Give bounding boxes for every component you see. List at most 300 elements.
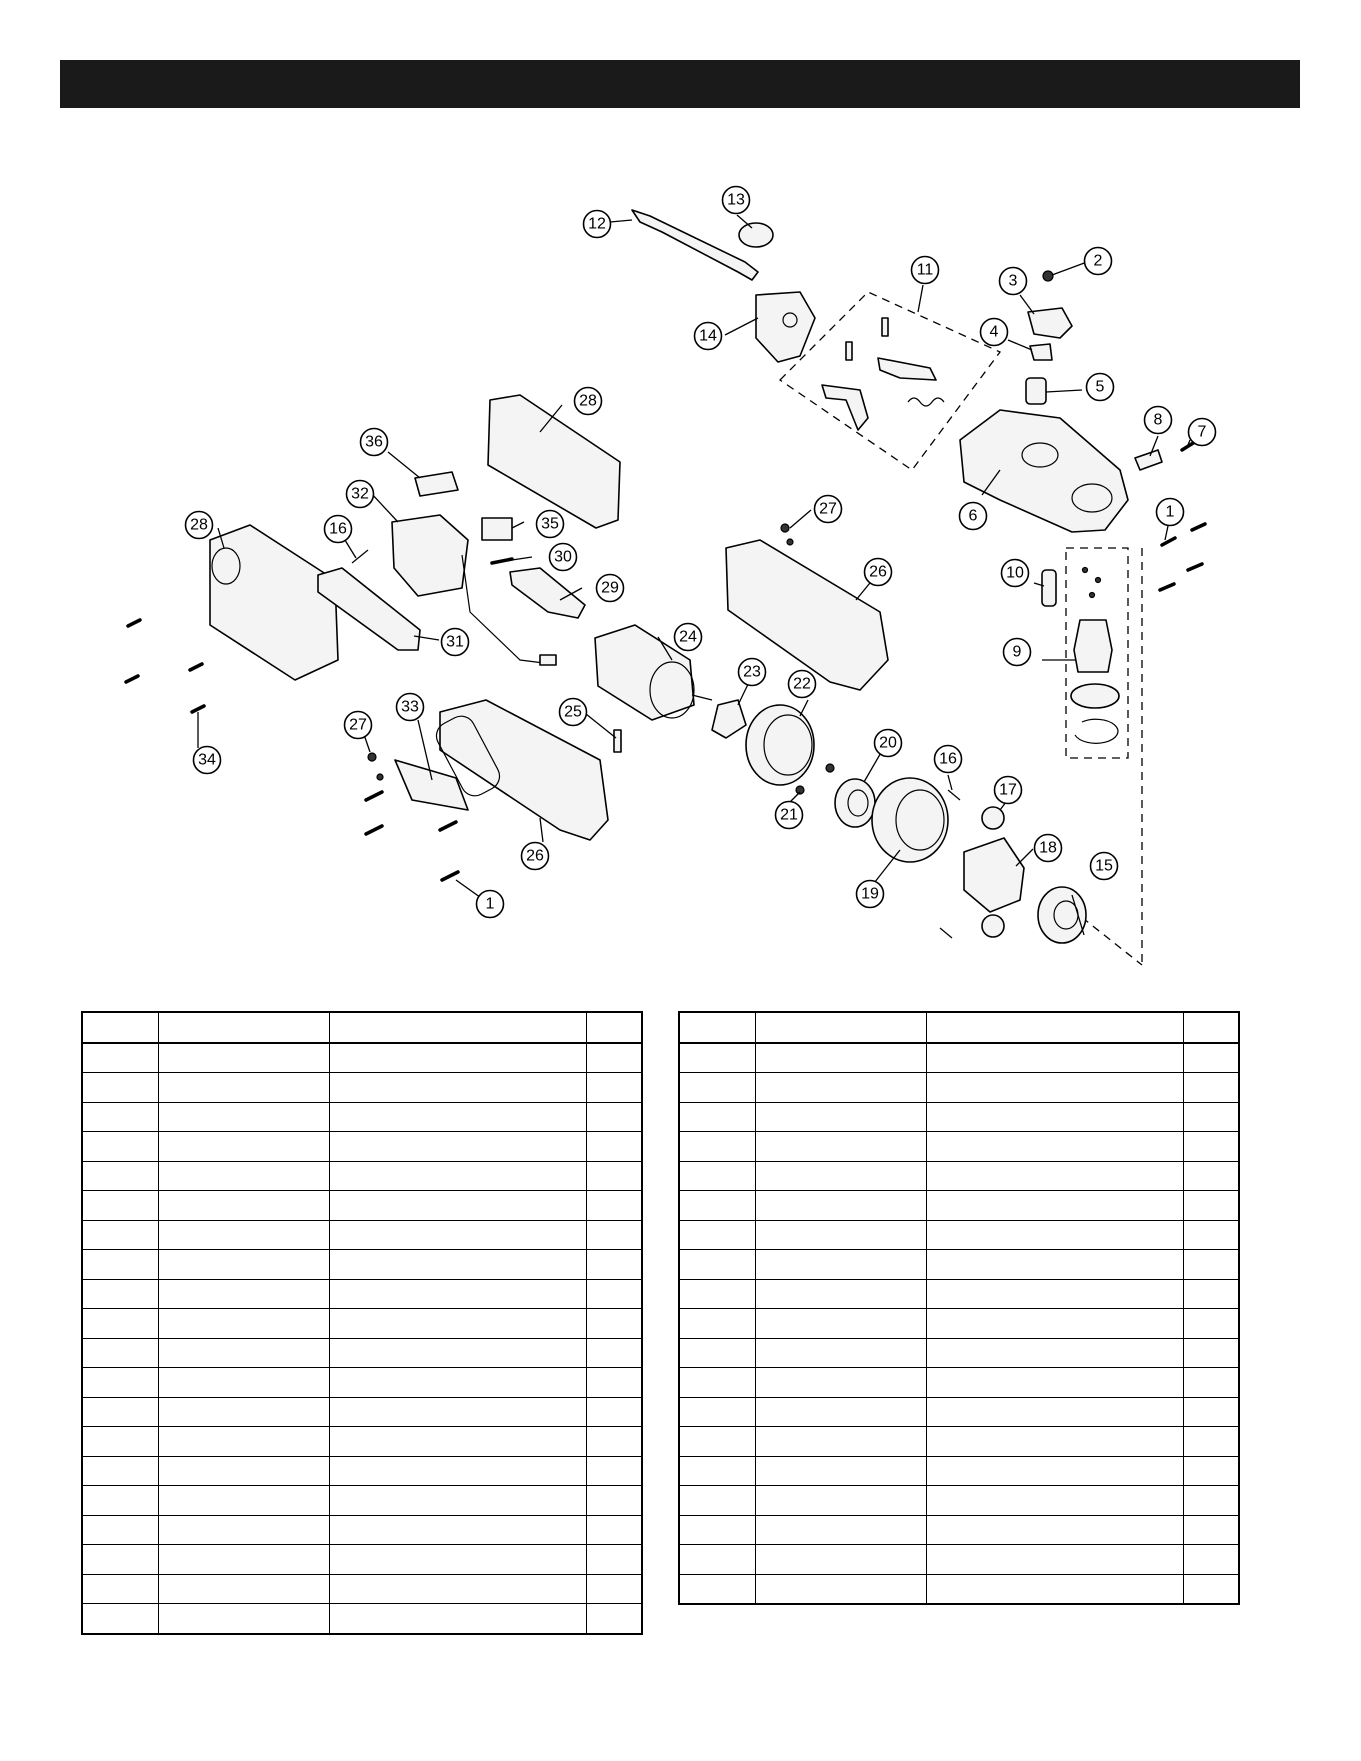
cell-part-no [755, 1279, 926, 1309]
svg-text:35: 35 [541, 515, 559, 533]
table-row [679, 1397, 1239, 1427]
cell-part-no [755, 1043, 926, 1073]
callout-30 [550, 544, 577, 571]
svg-text:8: 8 [1153, 411, 1163, 429]
cell-number [679, 1574, 755, 1604]
cell-quantity [586, 1397, 642, 1427]
callout-35 [537, 511, 564, 538]
table-row [82, 1309, 642, 1339]
cell-quantity [586, 1102, 642, 1132]
callout-22 [789, 671, 816, 698]
cell-part-no [158, 1545, 329, 1575]
cell-quantity [1183, 1279, 1239, 1309]
callout-28-upper [575, 388, 602, 415]
cell-number [679, 1161, 755, 1191]
cell-quantity [586, 1073, 642, 1103]
part-9-washer [1071, 684, 1119, 708]
cell-part-no [158, 1250, 329, 1280]
cell-number [679, 1397, 755, 1427]
cell-part-no [755, 1515, 926, 1545]
table-header-row [82, 1012, 642, 1043]
cell-number [679, 1515, 755, 1545]
part-3-cover [1028, 308, 1072, 338]
cell-number [82, 1574, 158, 1604]
cell-description [926, 1574, 1183, 1604]
cell-description [329, 1132, 586, 1162]
svg-text:25: 25 [564, 703, 582, 721]
part-11-pin-a [846, 342, 852, 360]
cell-description [926, 1515, 1183, 1545]
cell-description [926, 1338, 1183, 1368]
cell-number [679, 1309, 755, 1339]
part-36-label [415, 472, 458, 496]
cell-part-no [755, 1427, 926, 1457]
table-row [82, 1073, 642, 1103]
cell-number [679, 1132, 755, 1162]
svg-text:1: 1 [1165, 503, 1175, 521]
part-25-brush [614, 730, 621, 752]
cell-part-no [755, 1456, 926, 1486]
part-32-switch [392, 515, 468, 596]
table-row [679, 1368, 1239, 1398]
table-row [679, 1427, 1239, 1457]
svg-text:16: 16 [329, 520, 347, 538]
cell-part-no [755, 1397, 926, 1427]
svg-text:3: 3 [1008, 272, 1018, 290]
cell-quantity [586, 1250, 642, 1280]
cell-number [679, 1191, 755, 1221]
table-row [679, 1220, 1239, 1250]
cell-part-no [158, 1456, 329, 1486]
cell-part-no [755, 1309, 926, 1339]
svg-text:27: 27 [819, 500, 837, 518]
cell-description [926, 1486, 1183, 1516]
cell-quantity [586, 1574, 642, 1604]
cell-part-no [158, 1161, 329, 1191]
cell-quantity [586, 1456, 642, 1486]
cell-quantity [586, 1427, 642, 1457]
svg-text:20: 20 [879, 734, 897, 752]
cell-quantity [1183, 1161, 1239, 1191]
part-30-screw [492, 559, 512, 563]
cell-part-no [755, 1338, 926, 1368]
cell-part-no [158, 1309, 329, 1339]
callout-3 [1000, 268, 1027, 295]
cell-part-no [158, 1604, 329, 1634]
cell-quantity [1183, 1191, 1239, 1221]
callout-34 [194, 747, 221, 774]
table-row [679, 1515, 1239, 1545]
cell-description [926, 1368, 1183, 1398]
cell-description [329, 1545, 586, 1575]
part-8-clip [1135, 450, 1162, 470]
cell-description [926, 1043, 1183, 1073]
svg-text:13: 13 [727, 191, 745, 209]
callout-25 [560, 699, 587, 726]
svg-text:36: 36 [365, 433, 383, 451]
cell-quantity [586, 1309, 642, 1339]
part-10-pin [1042, 570, 1056, 606]
cell-part-no [755, 1073, 926, 1103]
svg-text:5: 5 [1095, 378, 1105, 396]
cell-quantity [586, 1545, 642, 1575]
part-9-anvil [1074, 620, 1112, 672]
part-18-carrier [964, 838, 1024, 912]
svg-text:27: 27 [349, 716, 367, 734]
cell-description [329, 1309, 586, 1339]
table-row [679, 1456, 1239, 1486]
part-12-lever [632, 210, 758, 280]
part-2-screw [1043, 271, 1053, 281]
svg-text:23: 23 [743, 663, 761, 681]
cell-part-no [158, 1191, 329, 1221]
cell-description [329, 1102, 586, 1132]
cell-description [329, 1338, 586, 1368]
cell-part-no [158, 1043, 329, 1073]
part-11-pawl-b [878, 358, 936, 380]
cell-quantity [1183, 1250, 1239, 1280]
table-row [82, 1161, 642, 1191]
col-header-description [329, 1012, 586, 1043]
table-row [82, 1545, 642, 1575]
table-row [679, 1132, 1239, 1162]
cell-description [329, 1220, 586, 1250]
cell-number [82, 1132, 158, 1162]
part-27-screw-lower [368, 753, 376, 761]
callout-26-lower [522, 843, 549, 870]
callout-16-left [325, 516, 352, 543]
cell-number [82, 1073, 158, 1103]
callout-21 [776, 802, 803, 829]
cell-number [82, 1456, 158, 1486]
part-5-drive [1026, 378, 1046, 404]
cell-part-no [158, 1338, 329, 1368]
cell-quantity [1183, 1397, 1239, 1427]
table-row [679, 1338, 1239, 1368]
svg-text:32: 32 [351, 485, 369, 503]
callout-36 [361, 429, 388, 456]
cell-quantity [586, 1515, 642, 1545]
callout-31 [442, 629, 469, 656]
cell-number [679, 1102, 755, 1132]
cell-number [679, 1279, 755, 1309]
cell-quantity [1183, 1368, 1239, 1398]
cell-part-no [755, 1545, 926, 1575]
svg-text:16: 16 [939, 750, 957, 768]
cell-quantity [586, 1191, 642, 1221]
cell-quantity [1183, 1309, 1239, 1339]
table-row [82, 1574, 642, 1604]
part-9-ring [1075, 719, 1118, 743]
cell-part-no [755, 1161, 926, 1191]
callout-32 [347, 481, 374, 508]
cell-number [679, 1250, 755, 1280]
cell-description [926, 1309, 1183, 1339]
svg-text:9: 9 [1012, 643, 1022, 661]
svg-text:26: 26 [526, 847, 544, 865]
table-row [82, 1486, 642, 1516]
table-row [679, 1545, 1239, 1575]
table-row [82, 1250, 642, 1280]
cell-description [329, 1279, 586, 1309]
cell-description [329, 1191, 586, 1221]
table-row [82, 1220, 642, 1250]
cell-description [926, 1250, 1183, 1280]
cell-part-no [755, 1102, 926, 1132]
cell-part-no [158, 1368, 329, 1398]
svg-text:33: 33 [401, 698, 419, 716]
cell-number [82, 1191, 158, 1221]
callout-1-right [1157, 499, 1184, 526]
part-20-bearing [835, 779, 875, 827]
svg-text:15: 15 [1095, 857, 1113, 875]
cell-quantity [1183, 1456, 1239, 1486]
cell-number [82, 1368, 158, 1398]
cell-part-no [158, 1132, 329, 1162]
part-15-bearing [1038, 887, 1086, 943]
col-header-description [926, 1012, 1183, 1043]
cell-quantity [1183, 1102, 1239, 1132]
table-row [679, 1250, 1239, 1280]
callout-33 [397, 694, 424, 721]
cell-number [82, 1102, 158, 1132]
col-header-quantity [586, 1012, 642, 1043]
cell-number [82, 1545, 158, 1575]
cell-number [679, 1220, 755, 1250]
callout-12 [584, 211, 611, 238]
cell-description [926, 1456, 1183, 1486]
cell-quantity [586, 1132, 642, 1162]
cell-part-no [158, 1220, 329, 1250]
cell-description [329, 1427, 586, 1457]
svg-text:29: 29 [601, 579, 619, 597]
callout-27-lower [345, 712, 372, 739]
cell-number [82, 1397, 158, 1427]
svg-text:22: 22 [793, 675, 811, 693]
table-row [82, 1102, 642, 1132]
svg-text:2: 2 [1093, 252, 1103, 270]
cell-description [926, 1427, 1183, 1457]
cell-part-no [158, 1102, 329, 1132]
part-1-screw-c [1188, 564, 1202, 570]
col-header-part-no [755, 1012, 926, 1043]
cell-description [329, 1574, 586, 1604]
cell-quantity [586, 1043, 642, 1073]
cell-quantity [1183, 1486, 1239, 1516]
cell-quantity [586, 1486, 642, 1516]
cell-part-no [755, 1250, 926, 1280]
col-header-number [679, 1012, 755, 1043]
cell-number [679, 1073, 755, 1103]
table-row [679, 1043, 1239, 1073]
part-19-threaded-collar [872, 778, 948, 862]
cell-number [82, 1161, 158, 1191]
cell-description [329, 1397, 586, 1427]
table-row [82, 1191, 642, 1221]
cell-description [926, 1073, 1183, 1103]
callout-1-lower [477, 891, 504, 918]
svg-text:28: 28 [579, 392, 597, 410]
cell-description [329, 1486, 586, 1516]
callout-10 [1002, 560, 1029, 587]
callout-7 [1189, 419, 1216, 446]
part-1-screw-lower-a [366, 792, 382, 800]
callout-28-lower [186, 512, 213, 539]
table-row [82, 1043, 642, 1073]
part-16-pin-right [948, 790, 960, 800]
cell-part-no [158, 1486, 329, 1516]
callout-13 [723, 187, 750, 214]
callout-2 [1085, 248, 1112, 275]
cell-number [82, 1604, 158, 1634]
cell-number [82, 1486, 158, 1516]
cell-quantity [586, 1279, 642, 1309]
part-34-screw [128, 620, 140, 626]
table-row [679, 1574, 1239, 1604]
callout-18 [1035, 835, 1062, 862]
cell-description [329, 1073, 586, 1103]
callout-11 [912, 257, 939, 284]
table-row [82, 1427, 642, 1457]
cell-quantity [1183, 1545, 1239, 1575]
cell-quantity [1183, 1043, 1239, 1073]
cell-quantity [1183, 1338, 1239, 1368]
cell-part-no [755, 1132, 926, 1162]
callout-23 [739, 659, 766, 686]
svg-text:18: 18 [1039, 839, 1057, 857]
table-row [679, 1073, 1239, 1103]
part-11-pin-b [882, 318, 888, 336]
callout-9 [1004, 639, 1031, 666]
callout-5 [1087, 374, 1114, 401]
cell-quantity [586, 1604, 642, 1634]
cell-description [926, 1220, 1183, 1250]
cell-part-no [158, 1515, 329, 1545]
table-row [679, 1486, 1239, 1516]
cell-description [926, 1102, 1183, 1132]
part-17-planet-gear [982, 807, 1004, 829]
svg-text:31: 31 [446, 633, 464, 651]
table-row [82, 1368, 642, 1398]
table-row [679, 1279, 1239, 1309]
cell-number [82, 1427, 158, 1457]
cell-part-no [158, 1427, 329, 1457]
table-row [82, 1338, 642, 1368]
table-row [82, 1397, 642, 1427]
part-13-knob [739, 223, 773, 247]
col-header-quantity [1183, 1012, 1239, 1043]
svg-text:1: 1 [485, 895, 495, 913]
part-11-spring [908, 398, 944, 406]
callout-8 [1145, 407, 1172, 434]
cell-description [329, 1250, 586, 1280]
cell-number [679, 1486, 755, 1516]
part-14-bracket [756, 292, 815, 362]
cell-description [926, 1161, 1183, 1191]
part-35-label [482, 518, 512, 540]
cell-quantity [1183, 1574, 1239, 1604]
cell-quantity [586, 1338, 642, 1368]
cell-part-no [158, 1574, 329, 1604]
callout-17 [995, 777, 1022, 804]
table-row [82, 1132, 642, 1162]
table-row [82, 1456, 642, 1486]
callout-6 [960, 503, 987, 530]
cell-part-no [755, 1486, 926, 1516]
cell-part-no [158, 1397, 329, 1427]
cell-description [329, 1161, 586, 1191]
callout-14 [695, 323, 722, 350]
svg-text:14: 14 [699, 327, 717, 345]
cell-number [679, 1427, 755, 1457]
col-header-number [82, 1012, 158, 1043]
callout-24 [675, 624, 702, 651]
callout-16-right [935, 746, 962, 773]
part-23-gasket [712, 700, 746, 738]
callout-27-upper [815, 496, 842, 523]
cell-quantity [1183, 1132, 1239, 1162]
svg-text:4: 4 [989, 323, 999, 341]
cell-number [679, 1545, 755, 1575]
cell-part-no [755, 1220, 926, 1250]
svg-text:12: 12 [588, 215, 606, 233]
table-row [82, 1604, 642, 1634]
cell-description [329, 1043, 586, 1073]
cell-description [329, 1456, 586, 1486]
callout-29 [597, 575, 624, 602]
table-row [679, 1161, 1239, 1191]
part-1-screw-b [1192, 524, 1205, 530]
table-body [679, 1043, 1239, 1605]
callout-15 [1091, 853, 1118, 880]
cell-number [679, 1338, 755, 1368]
cell-description [926, 1397, 1183, 1427]
cell-quantity [1183, 1073, 1239, 1103]
svg-text:17: 17 [999, 781, 1017, 799]
col-header-part-no [158, 1012, 329, 1043]
cell-number [82, 1515, 158, 1545]
cell-number [82, 1338, 158, 1368]
svg-text:28: 28 [190, 516, 208, 534]
cell-number [82, 1309, 158, 1339]
parts-table-left [81, 1011, 643, 1635]
svg-text:10: 10 [1006, 564, 1024, 582]
cell-description [926, 1191, 1183, 1221]
parts-table-right [678, 1011, 1240, 1605]
cell-quantity [1183, 1515, 1239, 1545]
cell-part-no [158, 1073, 329, 1103]
cell-number [82, 1279, 158, 1309]
cell-number [82, 1220, 158, 1250]
callout-4 [981, 319, 1008, 346]
part-33-label [395, 760, 468, 810]
part-27-screw-upper [781, 524, 789, 532]
svg-text:7: 7 [1197, 423, 1207, 441]
callout-26-upper [865, 559, 892, 586]
svg-text:30: 30 [554, 548, 572, 566]
cell-quantity [586, 1161, 642, 1191]
cell-description [926, 1132, 1183, 1162]
svg-text:24: 24 [679, 628, 697, 646]
cell-number [679, 1368, 755, 1398]
cell-description [926, 1279, 1183, 1309]
svg-text:11: 11 [916, 261, 934, 279]
cell-number [82, 1043, 158, 1073]
part-11-pawl-a [822, 385, 868, 430]
cell-quantity [1183, 1427, 1239, 1457]
cell-quantity [586, 1368, 642, 1398]
cell-part-no [755, 1368, 926, 1398]
